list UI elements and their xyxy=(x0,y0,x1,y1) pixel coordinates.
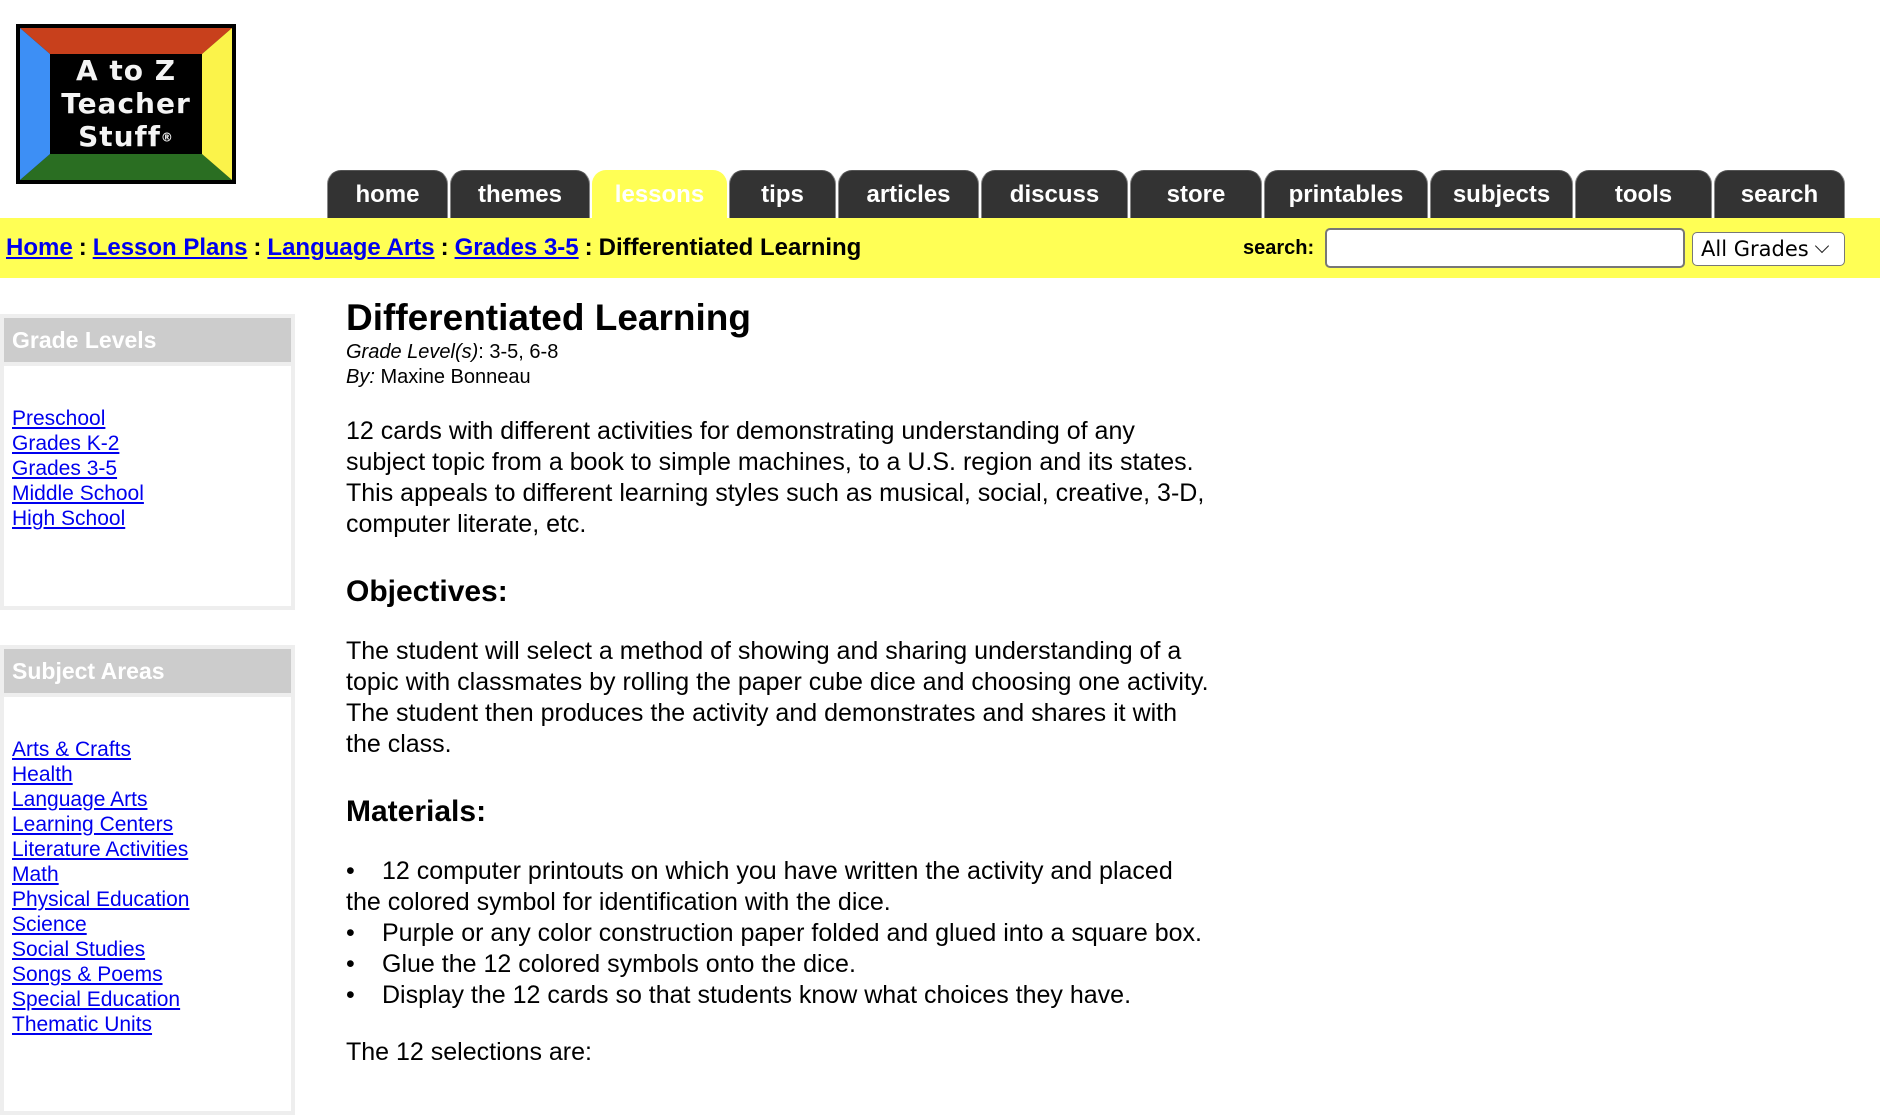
tab-lessons[interactable]: lessons xyxy=(592,170,727,218)
breadcrumb-separator: : xyxy=(253,234,262,261)
author-name: Maxine Bonneau xyxy=(374,366,531,388)
sidebar-link-literature-activities[interactable]: Literature Activities xyxy=(12,838,189,861)
logo-text-line-2: Teacher xyxy=(61,86,191,120)
lesson-summary xyxy=(346,416,1276,540)
sidebar-link-grades-3-5[interactable]: Grades 3-5 xyxy=(12,457,118,480)
sidebar-link-thematic-units[interactable]: Thematic Units xyxy=(12,1013,153,1036)
selections-intro: The 12 selections are: xyxy=(346,1038,592,1066)
sidebar-link-middle-school[interactable]: Middle School xyxy=(12,482,144,505)
sidebar-link-special-education[interactable]: Special Education xyxy=(12,988,181,1011)
grade-select[interactable] xyxy=(1692,232,1845,266)
logo-frame xyxy=(20,28,232,180)
subject-areas-list xyxy=(4,697,291,1037)
breadcrumb-separator: : xyxy=(78,234,87,261)
summary-line: This appeals to different learning styles such as musical, social, creative, 3-D, xyxy=(346,479,1205,507)
materials-item xyxy=(346,856,1276,918)
materials-item-text: 12 computer printouts on which you have written the activity and placed xyxy=(382,857,1173,885)
materials-item-text: Purple or any color construction paper folded and glued into a square box. xyxy=(382,919,1202,947)
summary-line: computer literate, etc. xyxy=(346,510,587,538)
grade-level-label: Grade Level(s) xyxy=(346,341,479,363)
breadcrumb-home[interactable]: Home xyxy=(6,234,73,261)
sidebar-link-grades-k-2[interactable]: Grades K-2 xyxy=(12,432,120,455)
subject-areas-heading: Subject Areas xyxy=(4,649,291,697)
tab-store[interactable]: store xyxy=(1130,170,1262,218)
main-nav-tabs xyxy=(327,170,1847,218)
logo-frame-top xyxy=(20,28,232,54)
site-logo[interactable] xyxy=(16,24,236,184)
grade-levels-panel xyxy=(0,314,295,610)
tab-search[interactable]: search xyxy=(1714,170,1845,218)
tab-discuss[interactable]: discuss xyxy=(981,170,1128,218)
sidebar-link-social-studies[interactable]: Social Studies xyxy=(12,938,146,961)
breadcrumb-grades-3-5[interactable]: Grades 3-5 xyxy=(454,234,579,261)
logo-frame-left xyxy=(20,28,50,180)
logo-text-line-1: A to Z xyxy=(75,53,177,87)
grade-level-meta xyxy=(346,340,1276,365)
breadcrumb-separator: : xyxy=(584,234,593,261)
materials-item-text-cont: the colored symbol for identification with the dice. xyxy=(346,888,891,916)
tab-articles[interactable]: articles xyxy=(838,170,979,218)
materials-item xyxy=(346,918,1276,949)
breadcrumb-lesson-plans[interactable]: Lesson Plans xyxy=(92,234,248,261)
grade-levels-list xyxy=(4,366,291,531)
materials-item xyxy=(346,949,1276,980)
logo-text-stuff: Stuff xyxy=(78,119,161,153)
bullet-icon: • xyxy=(346,857,355,885)
tab-themes[interactable]: themes xyxy=(450,170,590,218)
materials-heading: Materials: xyxy=(346,795,487,828)
sidebar-link-songs-poems[interactable]: Songs & Poems xyxy=(12,963,163,986)
sidebar-link-learning-centers[interactable]: Learning Centers xyxy=(12,813,174,836)
objectives-line: topic with classmates by rolling the paper cube dice and choosing one activity. xyxy=(346,668,1209,696)
sidebar-link-physical-education[interactable]: Physical Education xyxy=(12,888,190,911)
objectives-line: the class. xyxy=(346,730,452,758)
tab-subjects[interactable]: subjects xyxy=(1430,170,1573,218)
chevron-down-icon xyxy=(1815,239,1829,253)
breadcrumb-separator: : xyxy=(440,234,449,261)
objectives-heading: Objectives: xyxy=(346,575,508,608)
sidebar-link-health[interactable]: Health xyxy=(12,763,73,786)
breadcrumb xyxy=(6,234,861,262)
registered-mark-icon: ® xyxy=(160,130,174,145)
breadcrumb-bar xyxy=(0,218,1880,278)
materials-list xyxy=(346,856,1276,1011)
bullet-icon: • xyxy=(346,981,355,1009)
author-label: By: xyxy=(346,366,375,388)
breadcrumb-language-arts[interactable]: Language Arts xyxy=(267,234,435,261)
subject-areas-panel xyxy=(0,645,295,1115)
author-meta xyxy=(346,365,1276,390)
sidebar-link-preschool[interactable]: Preschool xyxy=(12,407,106,430)
search-input[interactable] xyxy=(1325,228,1685,268)
search-label: search: xyxy=(1243,237,1315,259)
tab-printables[interactable]: printables xyxy=(1264,170,1428,218)
tab-home[interactable]: home xyxy=(327,170,448,218)
objectives-line: The student will select a method of showing and sharing understanding of a xyxy=(346,637,1182,665)
sidebar-link-science[interactable]: Science xyxy=(12,913,87,936)
logo-frame-right xyxy=(202,28,232,180)
sidebar-link-math[interactable]: Math xyxy=(12,863,59,886)
lesson-content xyxy=(346,296,1276,1068)
sidebar-link-arts-crafts[interactable]: Arts & Crafts xyxy=(12,738,132,761)
grade-levels-heading: Grade Levels xyxy=(4,318,291,366)
summary-line: subject topic from a book to simple machines, to a U.S. region and its states. xyxy=(346,448,1194,476)
materials-item-text: Glue the 12 colored symbols onto the dice. xyxy=(382,950,856,978)
summary-line: 12 cards with different activities for demonstrating understanding of any xyxy=(346,417,1135,445)
tab-tips[interactable]: tips xyxy=(729,170,836,218)
logo-frame-bottom xyxy=(20,154,232,180)
objectives-text xyxy=(346,636,1276,760)
bullet-icon: • xyxy=(346,919,355,947)
materials-item xyxy=(346,980,1276,1011)
breadcrumb-current: Differentiated Learning xyxy=(598,234,862,261)
page-title: Differentiated Learning xyxy=(346,297,751,338)
materials-item-text: Display the 12 cards so that students know what choices they have. xyxy=(382,981,1132,1009)
bullet-icon: • xyxy=(346,950,355,978)
sidebar-link-language-arts[interactable]: Language Arts xyxy=(12,788,148,811)
objectives-line: The student then produces the activity and demonstrates and shares it with xyxy=(346,699,1178,727)
logo-chalkboard xyxy=(50,54,202,154)
grade-select-value: All Grades xyxy=(1701,237,1809,261)
grade-level-value: : 3-5, 6-8 xyxy=(478,341,559,363)
logo-text-line-3 xyxy=(78,120,174,155)
tab-tools[interactable]: tools xyxy=(1575,170,1712,218)
sidebar-link-high-school[interactable]: High School xyxy=(12,507,126,530)
